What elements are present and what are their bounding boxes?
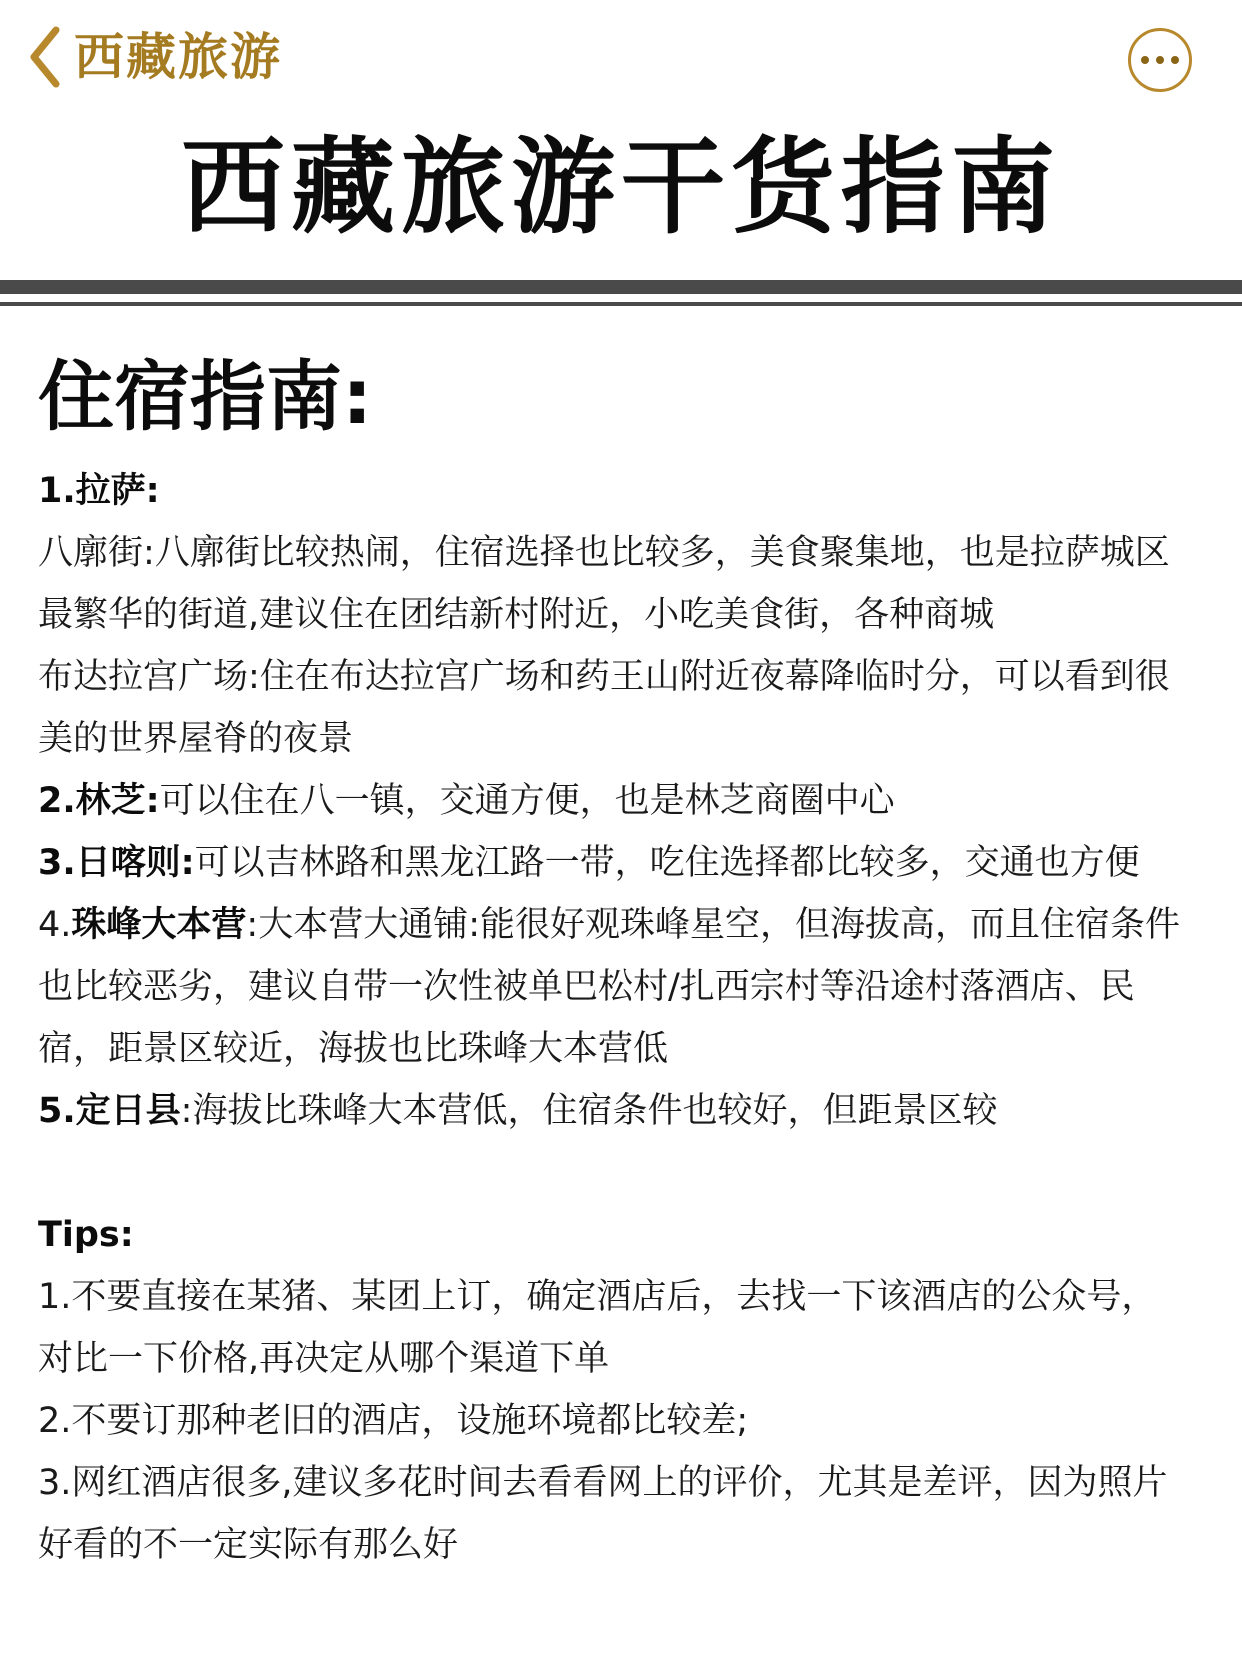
list-item xyxy=(38,770,1208,832)
article-content xyxy=(38,352,1208,1576)
list-item-title: 珠峰大本营 xyxy=(71,905,247,945)
tips-heading: Tips: xyxy=(38,1215,134,1255)
list-item-text: :海拔比珠峰大本营低，住宿条件也较好，但距景区较 xyxy=(180,1091,998,1131)
list-item xyxy=(38,894,1208,956)
list-item-text: 布达拉宫广场:住在布达拉宫广场和药王山附近夜幕降临时分，可以看到很 xyxy=(38,657,1170,697)
tip-line: 2.不要订那种老旧的酒店，设施环境都比较差; xyxy=(38,1401,749,1441)
list-item-text: 最繁华的街道,建议住在团结新村附近，小吃美食街，各种商城 xyxy=(38,595,995,635)
list-item xyxy=(38,1018,1208,1080)
more-button[interactable] xyxy=(1128,28,1192,92)
list-item xyxy=(38,584,1208,646)
list-item-text: 可以住在八一镇，交通方便，也是林芝商圈中心 xyxy=(159,781,895,821)
list-item-text: 美的世界屋脊的夜景 xyxy=(38,719,354,759)
tip-line: 3.网红酒店很多,建议多花时间去看看网上的评价，尤其是差评，因为照片 xyxy=(38,1463,1168,1503)
list-item-text: 八廓街:八廓街比较热闹，住宿选择也比较多，美食聚集地，也是拉萨城区 xyxy=(38,533,1170,573)
list-item-text: 宿，距景区较近，海拔也比珠峰大本营低 xyxy=(38,1029,669,1069)
list-item-title: 3.日喀则: xyxy=(38,843,195,883)
chevron-left-icon xyxy=(28,26,62,88)
nav-title: 西藏旅游 xyxy=(74,28,282,86)
list-item-title: 2.林芝: xyxy=(38,781,160,821)
section-heading: 住宿指南: xyxy=(38,352,373,441)
list-item-text: 也比较恶劣，建议自带一次性被单巴松村/扎西宗村等沿途村落酒店、民 xyxy=(38,967,1135,1007)
list-item xyxy=(38,646,1208,708)
list-item-title: 5.定日县 xyxy=(38,1091,181,1131)
list-item xyxy=(38,1080,1208,1142)
list-item xyxy=(38,522,1208,584)
list-item xyxy=(38,832,1208,894)
list-item xyxy=(38,460,1208,522)
top-nav-bar xyxy=(0,0,1242,120)
more-dots-icon xyxy=(1171,56,1179,64)
list-item-prefix: 4. xyxy=(38,905,72,945)
list-item-text: 可以吉林路和黑龙江路一带，吃住选择都比较多，交通也方便 xyxy=(194,843,1140,883)
list-item-text: :大本营大通铺:能很好观珠峰星空，但海拔高，而且住宿条件 xyxy=(246,905,1181,945)
spacer xyxy=(38,1142,1208,1204)
divider-thin xyxy=(0,302,1242,306)
tip-line: 好看的不一定实际有那么好 xyxy=(38,1525,459,1565)
page-title: 西藏旅游干货指南 xyxy=(180,126,1061,248)
divider-thick xyxy=(0,280,1242,294)
list-item-title: 1.拉萨: xyxy=(38,471,160,511)
more-dots-icon xyxy=(1141,56,1149,64)
list-item xyxy=(38,708,1208,770)
list-item xyxy=(38,956,1208,1018)
tip-line: 1.不要直接在某猪、某团上订，确定酒店后，去找一下该酒店的公众号， xyxy=(38,1277,1157,1317)
more-dots-icon xyxy=(1156,56,1164,64)
tip-line: 对比一下价格,再决定从哪个渠道下单 xyxy=(38,1339,610,1379)
back-button[interactable] xyxy=(28,22,282,92)
